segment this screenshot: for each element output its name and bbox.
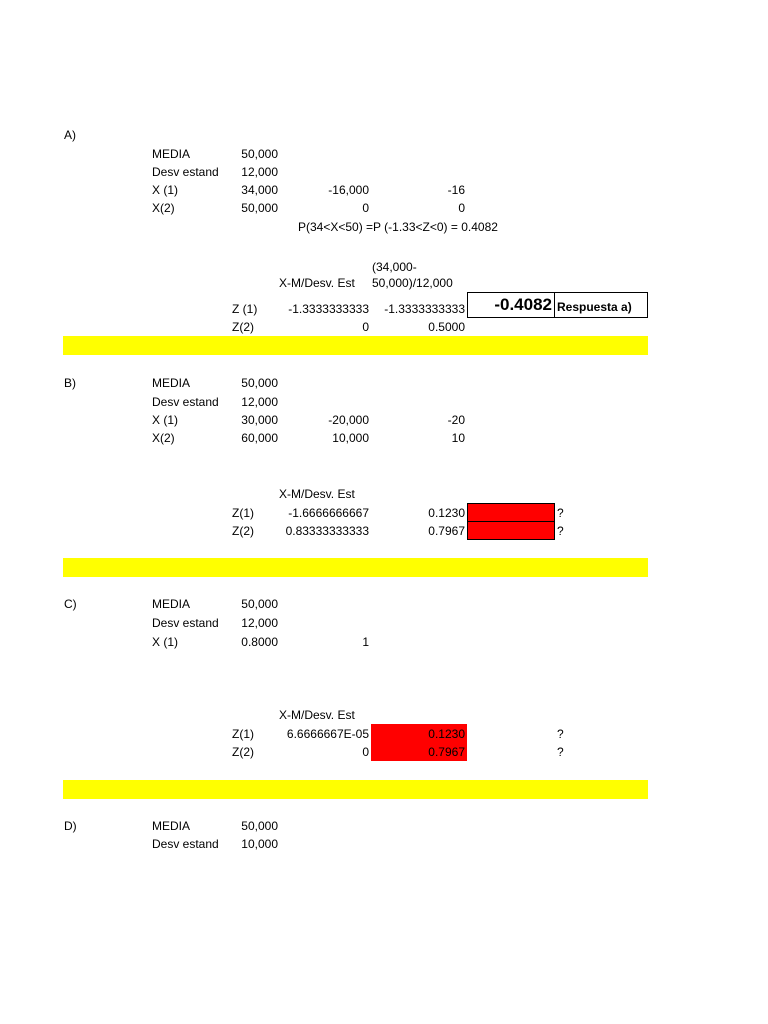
separator-band-b (63, 558, 648, 577)
x2-diff: 0 (362, 201, 369, 215)
z2-a: 0 (362, 745, 369, 759)
desv-value: 12,000 (241, 616, 278, 630)
header-left: X-M/Desv. Est (279, 276, 355, 290)
x1-value: 0.8000 (241, 635, 278, 649)
x2-scaled: 0 (458, 201, 465, 215)
media-label: MEDIA (152, 819, 191, 833)
media-value: 50,000 (241, 376, 278, 390)
x2-value: 50,000 (241, 201, 278, 215)
desv-label: Desv estand (152, 616, 219, 630)
desv-label: Desv estand (152, 837, 219, 851)
x1-value: 34,000 (241, 183, 278, 197)
question-mark: ? (557, 506, 564, 520)
question-mark: ? (557, 524, 564, 538)
media-label: MEDIA (152, 376, 191, 390)
desv-label: Desv estand (152, 395, 219, 409)
media-label: MEDIA (152, 597, 191, 611)
z1-a: -1.3333333333 (288, 302, 369, 316)
z2-label: Z(2) (232, 524, 254, 538)
z1-a: 6.6666667E-05 (286, 727, 369, 741)
header-left: X-M/Desv. Est (279, 708, 355, 722)
z2-label: Z(2) (232, 320, 254, 334)
z2-label: Z(2) (232, 745, 254, 759)
x2-label: X(2) (152, 201, 175, 215)
probability-formula: P(34<X<50) =P (-1.33<Z<0) = 0.4082 (298, 220, 498, 234)
header-left: X-M/Desv. Est (279, 487, 355, 501)
answer-a-label-cell[interactable] (554, 292, 648, 318)
z2-b: 0.7967 (428, 745, 465, 759)
desv-value: 10,000 (241, 837, 278, 851)
question-mark: ? (557, 727, 564, 741)
section-b-label: B) (64, 376, 76, 390)
z1-b: 0.1230 (428, 727, 465, 741)
x2-value: 60,000 (241, 431, 278, 445)
desv-label: Desv estand (152, 165, 219, 179)
x2-scaled: 10 (451, 431, 465, 445)
separator-band-c (63, 780, 648, 799)
media-label: MEDIA (152, 147, 191, 161)
media-value: 50,000 (241, 819, 278, 833)
x1-diff: 1 (362, 635, 369, 649)
z2-a: 0.83333333333 (285, 524, 369, 538)
z1-a: -1.6666666667 (288, 506, 369, 520)
x1-diff: -16,000 (328, 183, 369, 197)
x1-label: X (1) (152, 635, 179, 649)
desv-value: 12,000 (241, 395, 278, 409)
z2-a: 0 (362, 320, 369, 334)
media-value: 50,000 (241, 597, 278, 611)
z1-label: Z(1) (232, 727, 254, 741)
z2-b: 0.7967 (428, 524, 465, 538)
answer-a-label: Respuesta a) (557, 300, 632, 314)
header-right-line1: (34,000- (372, 260, 417, 274)
x1-scaled: -20 (447, 413, 465, 427)
separator-band-a (63, 336, 648, 355)
question-mark: ? (557, 745, 564, 759)
media-value: 50,000 (241, 147, 278, 161)
section-d-label: D) (64, 819, 77, 833)
x1-label: X (1) (152, 413, 179, 427)
highlight-cell[interactable] (467, 503, 555, 522)
x2-label: X(2) (152, 431, 175, 445)
section-a-label: A) (64, 128, 76, 142)
x1-scaled: -16 (447, 183, 465, 197)
highlight-cell[interactable] (467, 521, 555, 540)
answer-a-cell[interactable] (467, 292, 555, 318)
z2-b: 0.5000 (428, 320, 465, 334)
z1-b: 0.1230 (428, 506, 465, 520)
desv-value: 12,000 (241, 165, 278, 179)
x1-diff: -20,000 (328, 413, 369, 427)
z1-label: Z (1) (232, 302, 258, 316)
header-right-line2: 50,000)/12,000 (372, 276, 453, 290)
z1-label: Z(1) (232, 506, 254, 520)
x2-diff: 10,000 (332, 431, 369, 445)
z1-b: -1.3333333333 (384, 302, 465, 316)
answer-a-value: -0.4082 (494, 295, 552, 314)
section-c-label: C) (64, 597, 77, 611)
x1-value: 30,000 (241, 413, 278, 427)
x1-label: X (1) (152, 183, 179, 197)
